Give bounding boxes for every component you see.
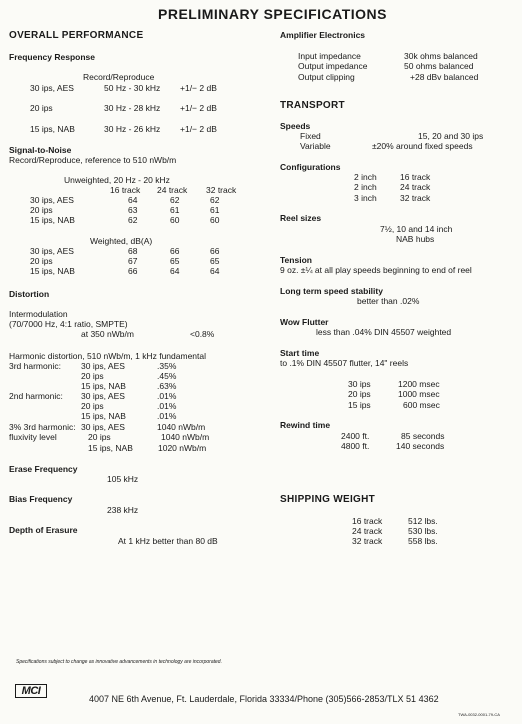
distortion-speed: 20 ips (81, 401, 104, 411)
freq-row-tolerance: +1/− 2 dB (180, 103, 217, 113)
reel-sizes-value: 7½, 10 and 14 inch (380, 224, 453, 234)
amp-spec-label: Output impedance (298, 61, 368, 71)
frequency-response-heading: Frequency Response (9, 52, 95, 62)
fluxivity-speed: 20 ips (88, 432, 111, 442)
distortion-speed: 20 ips (81, 371, 104, 381)
transport-heading: TRANSPORT (280, 100, 345, 111)
speed-label: Fixed (300, 131, 321, 141)
weighted-heading: Weighted, dB(A) (90, 236, 153, 246)
freq-row-label: 20 ips (30, 103, 53, 113)
distortion-heading: Distortion (9, 289, 50, 299)
freq-row-range: 30 Hz - 28 kHz (104, 103, 161, 113)
erase-frequency-heading: Erase Frequency (9, 464, 78, 474)
reel-hubs: NAB hubs (396, 234, 435, 244)
rewind-length: 2400 ft. (341, 431, 370, 441)
speeds-heading: Speeds (280, 121, 311, 131)
ship-weight: 512 lbs. (408, 516, 438, 526)
snr-value: 66 (210, 246, 220, 256)
fluxivity-value: 1040 nWb/m (157, 422, 206, 432)
distortion-value: .01% (157, 391, 177, 401)
distortion-speed: 30 ips, AES (81, 391, 125, 401)
snr-row-label: 15 ips, NAB (30, 215, 75, 225)
freq-row-range: 50 Hz - 30 kHz (104, 83, 161, 93)
amp-spec-value: 50 ohms balanced (404, 61, 474, 71)
speed-value: 15, 20 and 30 ips (418, 131, 484, 141)
snr-row-label: 20 ips (30, 256, 53, 266)
start-time-conditions: to .1% DIN 45507 flutter, 14" reels (280, 358, 409, 368)
distortion-speed: 15 ips, NAB (81, 411, 126, 421)
snr-value: 64 (128, 195, 138, 205)
freq-row-label: 30 ips, AES (30, 83, 74, 93)
mci-logo: MCI (15, 684, 47, 698)
freq-subheading: Record/Reproduce (83, 72, 155, 82)
distortion-value: .63% (157, 381, 177, 391)
fluxivity-label: fluxivity level (9, 432, 57, 442)
rewind-length: 4800 ft. (341, 441, 370, 451)
snr-value: 62 (128, 215, 138, 225)
bias-frequency-value: 238 kHz (107, 505, 139, 515)
fluxivity-value: 1040 nWb/m (161, 432, 210, 442)
company-address: 4007 NE 6th Avenue, Ft. Lauderdale, Florida 33334/Phone (305)566-2853/TLX 51 4362 (89, 694, 439, 704)
start-speed: 30 ips (348, 379, 371, 389)
fluxivity-label: 3% 3rd harmonic: (9, 422, 76, 432)
start-time-heading: Start time (280, 348, 320, 358)
intermodulation-level: at 350 nWb/m (81, 329, 134, 339)
snr-value: 68 (128, 246, 138, 256)
rewind-time-heading: Rewind time (280, 420, 331, 430)
amp-spec-label: Output clipping (298, 72, 355, 82)
distortion-speed: 15 ips, NAB (81, 381, 126, 391)
rewind-time-value: 140 seconds (396, 441, 445, 451)
third-harmonic-label: 3rd harmonic: (9, 361, 61, 371)
document-code: TWA-0032-0001-79-CA (458, 712, 500, 717)
ship-weight: 530 lbs. (408, 526, 438, 536)
snr-value: 66 (170, 246, 180, 256)
start-speed: 20 ips (348, 389, 371, 399)
config-tracks: 24 track (400, 182, 431, 192)
page-title: PRELIMINARY SPECIFICATIONS (158, 6, 387, 22)
snr-value: 64 (210, 266, 220, 276)
signal-to-noise-heading: Signal-to-Noise (9, 145, 72, 155)
erase-frequency-value: 105 kHz (107, 474, 139, 484)
snr-value: 64 (170, 266, 180, 276)
distortion-speed: 30 ips, AES (81, 361, 125, 371)
wow-flutter-value: less than .04% DIN 45507 weighted (316, 327, 452, 337)
distortion-value: .01% (157, 411, 177, 421)
config-tracks: 16 track (400, 172, 431, 182)
snr-value: 66 (128, 266, 138, 276)
bias-frequency-heading: Bias Frequency (9, 494, 73, 504)
second-harmonic-label: 2nd harmonic: (9, 391, 63, 401)
intermodulation-label: Intermodulation (9, 309, 68, 319)
speed-label: Variable (300, 141, 331, 151)
snr-value: 63 (128, 205, 138, 215)
fluxivity-value: 1020 nWb/m (158, 443, 207, 453)
snr-value: 60 (210, 215, 220, 225)
fluxivity-speed: 30 ips, AES (81, 422, 125, 432)
disclaimer: Specifications subject to change as innovative advancements in technology are incorporated. (16, 659, 222, 665)
snr-value: 60 (170, 215, 180, 225)
config-width: 2 inch (354, 172, 377, 182)
snr-value: 61 (210, 205, 220, 215)
depth-of-erasure-value: At 1 kHz better than 80 dB (118, 536, 218, 546)
rewind-time-value: 85 seconds (401, 431, 445, 441)
intermodulation-value: <0.8% (190, 329, 215, 339)
long-term-speed-heading: Long term speed stability (280, 286, 383, 296)
snr-value: 62 (170, 195, 180, 205)
config-width: 2 inch (354, 182, 377, 192)
freq-row-tolerance: +1/− 2 dB (180, 83, 217, 93)
config-width: 3 inch (354, 193, 377, 203)
snr-value: 65 (210, 256, 220, 266)
snr-row-label: 30 ips, AES (30, 195, 74, 205)
speed-value: ±20% around fixed speeds (372, 141, 473, 151)
distortion-value: .35% (157, 361, 177, 371)
configurations-heading: Configurations (280, 162, 341, 172)
amplifier-electronics-heading: Amplifier Electronics (280, 30, 366, 40)
snr-value: 62 (210, 195, 220, 205)
snr-row-label: 20 ips (30, 205, 53, 215)
freq-row-range: 30 Hz - 26 kHz (104, 124, 161, 134)
amp-spec-value: +28 dBv balanced (410, 72, 479, 82)
track-header: 16 track (110, 185, 141, 195)
snr-row-label: 15 ips, NAB (30, 266, 75, 276)
start-time-value: 1200 msec (398, 379, 440, 389)
start-time-value: 600 msec (403, 400, 440, 410)
tension-value: 9 oz. ±¼ at all play speeds beginning to end of reel (280, 265, 472, 275)
ship-config: 24 track (352, 526, 383, 536)
freq-row-label: 15 ips, NAB (30, 124, 75, 134)
ship-config: 16 track (352, 516, 383, 526)
unweighted-heading: Unweighted, 20 Hz - 20 kHz (64, 175, 170, 185)
snr-row-label: 30 ips, AES (30, 246, 74, 256)
distortion-value: .45% (157, 371, 177, 381)
ship-config: 32 track (352, 536, 383, 546)
start-time-value: 1000 msec (398, 389, 440, 399)
shipping-weight-heading: SHIPPING WEIGHT (280, 494, 376, 505)
track-header: 32 track (206, 185, 237, 195)
distortion-value: .01% (157, 401, 177, 411)
config-tracks: 32 track (400, 193, 431, 203)
ship-weight: 558 lbs. (408, 536, 438, 546)
snr-value: 61 (170, 205, 180, 215)
snr-value: 65 (170, 256, 180, 266)
wow-flutter-heading: Wow Flutter (280, 317, 329, 327)
amp-spec-label: Input impedance (298, 51, 361, 61)
tension-heading: Tension (280, 255, 312, 265)
fluxivity-speed: 15 ips, NAB (88, 443, 133, 453)
depth-of-erasure-heading: Depth of Erasure (9, 525, 78, 535)
snr-reference: Record/Reproduce, reference to 510 nWb/m (9, 155, 177, 165)
overall-performance-heading: OVERALL PERFORMANCE (9, 30, 144, 41)
reel-sizes-heading: Reel sizes (280, 213, 322, 223)
amp-spec-value: 30k ohms balanced (404, 51, 478, 61)
snr-value: 67 (128, 256, 138, 266)
harmonic-distortion-label: Harmonic distortion, 510 nWb/m, 1 kHz fundamental (9, 351, 207, 361)
start-speed: 15 ips (348, 400, 371, 410)
long-term-speed-value: better than .02% (357, 296, 420, 306)
intermodulation-conditions: (70/7000 Hz, 4:1 ratio, SMPTE) (9, 319, 128, 329)
freq-row-tolerance: +1/− 2 dB (180, 124, 217, 134)
track-header: 24 track (157, 185, 188, 195)
